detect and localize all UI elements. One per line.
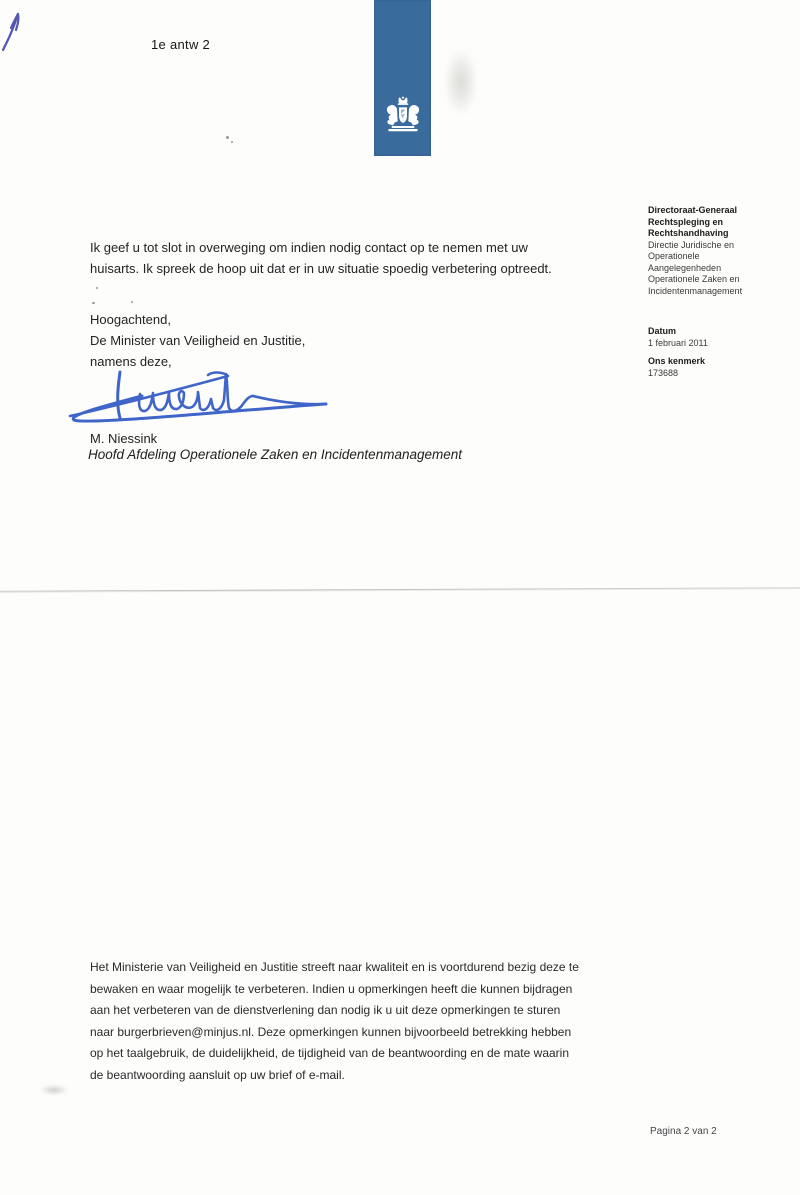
quality-note-line: bewaken en waar mogelijk te verbeteren. Indien u opmerkingen heeft die kunnen bijdragen (90, 981, 573, 996)
quality-note-line: op het taalgebruik, de duidelijkheid, de tijdigheid van de beantwoording en de mate waarin (90, 1046, 569, 1060)
letter-body-paragraph (90, 237, 552, 279)
quality-note-line: aan het verbeteren van de dienstverlening dan nodig ik u uit deze opmerkingen te sturen (90, 1003, 561, 1017)
quality-note-line: Het Ministerie van Veiligheid en Justitie streeft naar kwaliteit en is voortdurend bezig deze te (90, 960, 579, 974)
directie-line: Directie Juridische en (648, 239, 735, 250)
body-line: Ik geef u tot slot in overweging om indien nodig contact op te nemen met uw (90, 240, 528, 255)
page-number: Pagina 2 van 2 (650, 1126, 717, 1137)
scan-pencil-mark (40, 1085, 68, 1095)
directorate-line: Rechtspleging en (648, 216, 724, 227)
quality-note-paragraph (90, 957, 579, 1086)
handwritten-signature (56, 364, 344, 430)
signer-title: Hoofd Afdeling Operationele Zaken en Incidentenmanagement (88, 447, 462, 462)
directie-line: Aangelegenheden (648, 262, 722, 273)
afdeling-line: Operationele Zaken en (648, 274, 740, 284)
scan-dot (131, 301, 133, 303)
government-banner (374, 0, 431, 156)
annotation-text: 1e antw 2 (151, 37, 211, 52)
reference-label: Ons kenmerk (648, 356, 706, 366)
scan-dot (92, 302, 95, 304)
reference-value: 173688 (648, 367, 679, 378)
scan-dot (231, 141, 233, 143)
afdeling-line: Incidentenmanagement (648, 285, 743, 296)
letter-closing (90, 309, 305, 372)
date-label: Datum (648, 326, 677, 336)
closing-line: namens deze, (90, 354, 172, 369)
signer-name: M. Niessink (90, 431, 158, 446)
quality-note-line: de beantwoording aansluit op uw brief of e-mail. (90, 1067, 345, 1082)
directorate-line: Rechtshandhaving (648, 228, 729, 238)
body-line: huisarts. Ik spreek de hoop uit dat er in uw situatie spoedig verbetering optreedt. (90, 261, 552, 276)
directorate-line: Directoraat-Generaal (648, 205, 738, 215)
closing-line: De Minister van Veiligheid en Justitie, (90, 333, 306, 348)
quality-note-line: naar burgerbrieven@minjus.nl. Deze opmerkingen kunnen bijvoorbeeld betrekking hebben (90, 1024, 572, 1039)
scan-dot (226, 136, 229, 139)
paper-fold-crease (0, 587, 800, 593)
directie-line: Operationele (648, 251, 700, 261)
coat-of-arms-icon (382, 96, 424, 144)
date-value: 1 februari 2011 (648, 337, 708, 348)
scan-dot (96, 287, 98, 289)
sender-block (648, 205, 798, 379)
closing-line: Hoogachtend, (90, 312, 171, 327)
pen-checkmark-icon (0, 6, 30, 52)
scan-smudge (444, 48, 478, 116)
